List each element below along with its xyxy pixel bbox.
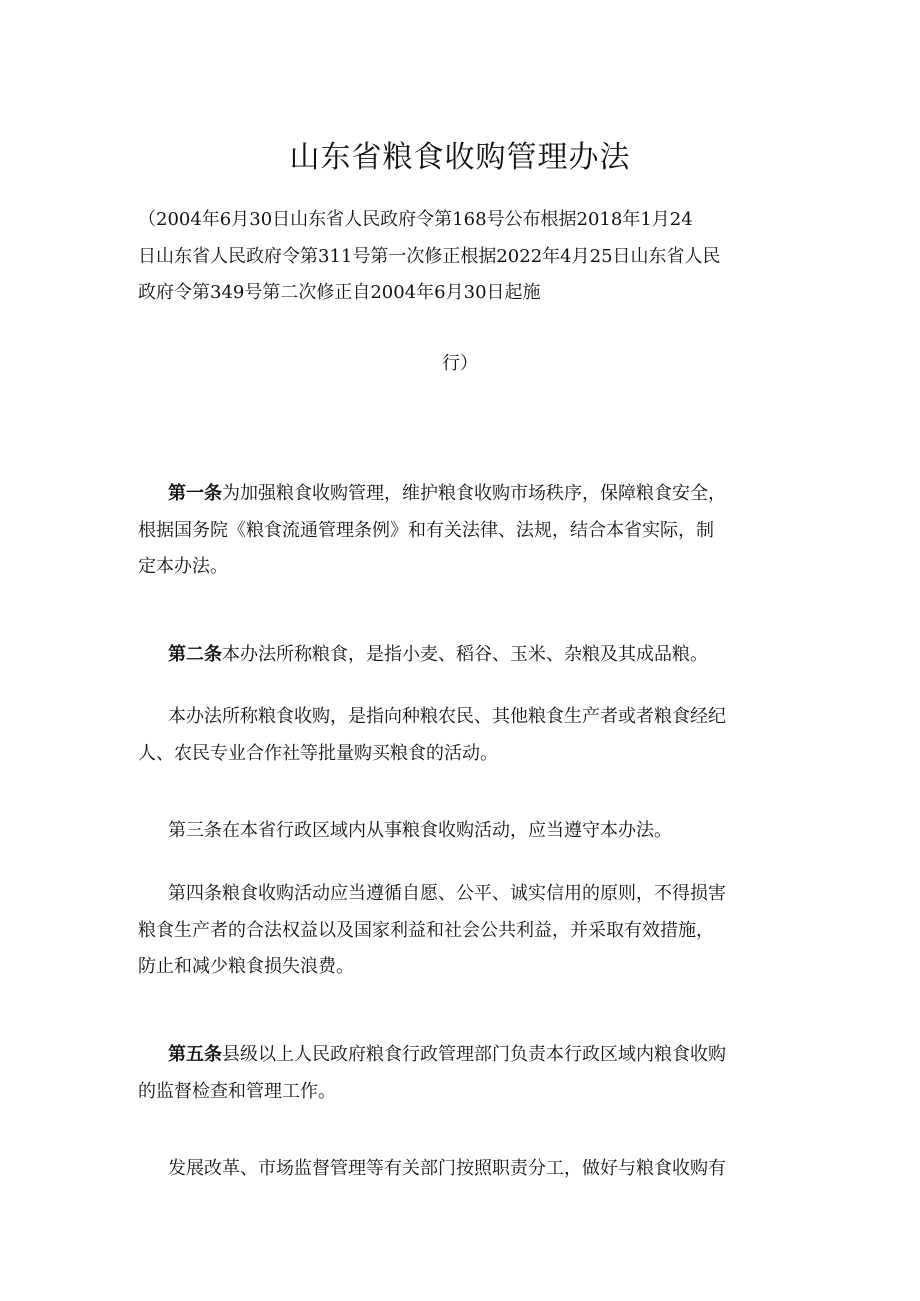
promulgation-note-end: 行）	[442, 353, 478, 374]
paragraph-line: 第四条粮食收购活动应当遵循自愿、公平、诚实信用的原则，不得损害	[168, 883, 726, 904]
paragraph-line: 定本办法。	[138, 556, 228, 577]
article-label: 第二条	[168, 644, 222, 665]
paragraph-line: 的监督检查和管理工作。	[138, 1080, 336, 1102]
paragraph-text: 县级以上人民政府粮食行政管理部门负责本行政区域内粮食收购	[222, 1044, 726, 1065]
article-label: 第一条	[168, 483, 222, 504]
article-5-paragraph-2	[138, 1151, 788, 1188]
paragraph-line: 根据国务院《粮食流通管理条例》和有关法律、法规，结合本省实际，制	[138, 519, 714, 541]
document-title: 山东省粮食收购管理办法	[289, 140, 631, 175]
paragraph-line: 人、农民专业合作社等批量购买粮食的活动。	[138, 742, 498, 764]
paragraph-line: 粮食生产者的合法权益以及国家利益和社会公共利益，并采取有效措施，	[138, 919, 714, 941]
paragraph-line: 第三条在本省行政区域内从事粮食收购活动，应当遵守本办法。	[168, 820, 672, 841]
article-5	[138, 1037, 788, 1110]
paragraph-line: 发展改革、市场监督管理等有关部门按照职责分工，做好与粮食收购有	[168, 1158, 726, 1179]
paragraph-text: 为加强粮食收购管理，维护粮食收购市场秩序，保障粮食安全，	[222, 483, 726, 504]
promulgation-note-line: 政府令第349号第二次修正自2004年6月30日起施	[138, 282, 541, 303]
article-4	[138, 876, 788, 986]
paragraph-line: 本办法所称粮食收购，是指向种粮农民、其他粮食生产者或者粮食经纪	[168, 706, 726, 727]
paragraph-line: 防止和减少粮食损失浪费。	[138, 956, 354, 977]
article-1	[138, 476, 788, 586]
article-label: 第五条	[168, 1044, 222, 1065]
paragraph-line	[138, 1037, 788, 1074]
paragraph-line	[138, 637, 788, 674]
promulgation-note	[138, 202, 788, 312]
promulgation-note-line: （2004年6月30日山东省人民政府令第168号公布根据2018年1月24	[138, 209, 693, 230]
paragraph-line	[138, 476, 788, 513]
article-3	[138, 813, 788, 850]
paragraph-text: 本办法所称粮食，是指小麦、稻谷、玉米、杂粮及其成品粮。	[222, 644, 708, 665]
article-2-paragraph-2	[138, 699, 788, 772]
article-2	[138, 637, 788, 674]
promulgation-note-line: 日山东省人民政府令第311号第一次修正根据2022年4月25日山东省人民	[138, 245, 721, 267]
